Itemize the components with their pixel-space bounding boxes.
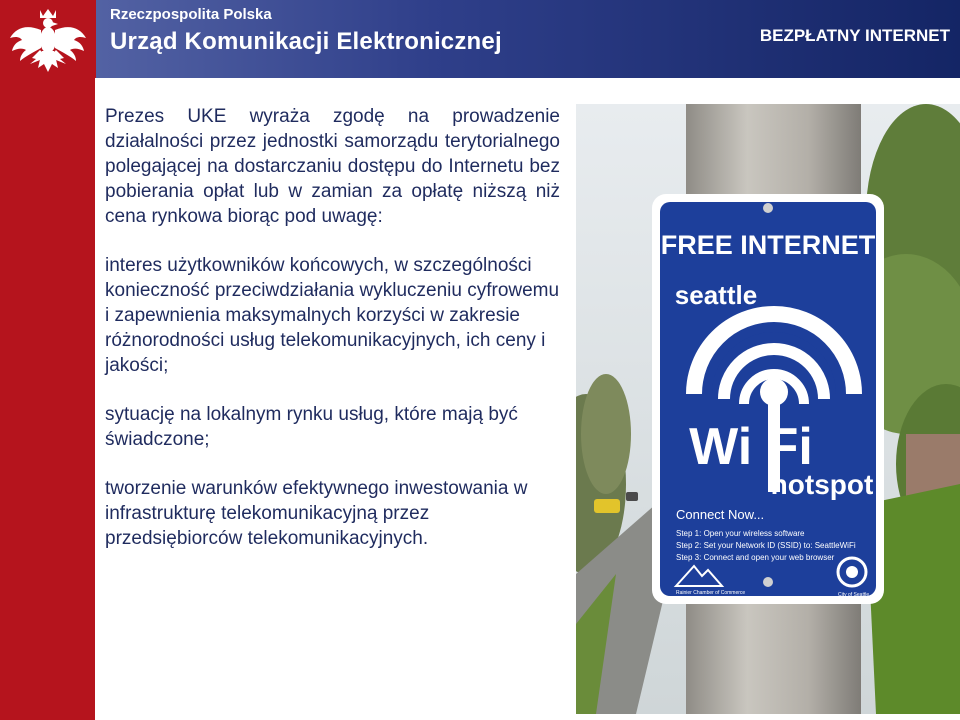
office-name: Urząd Komunikacji Elektronicznej [110, 28, 502, 55]
footer-right: City of Seattle [838, 592, 870, 598]
sign-hotspot: hotspot [770, 469, 874, 500]
country-name: Rzeczpospolita Polska [110, 6, 272, 23]
list-item: sytuację na lokalnym rynku usług, które mają być świadczone; [105, 404, 518, 450]
wifi-sign-photo [576, 104, 960, 714]
header-bar [0, 0, 960, 78]
intro-paragraph: Prezes UKE wyraża zgodę na prowadzenie działalności przez jednostki samorządu terytorialnego polegającej na dostarczaniu dostępu do Internetu bez pobierania opłat lub w zamian za opłatę niższą niż cena rynkowa biorąc pod uwagę: [105, 106, 560, 227]
sign-city: seattle [674, 280, 758, 310]
left-red-stripe [0, 78, 95, 720]
slide-topic: BEZPŁATNY INTERNET [759, 26, 950, 45]
white-eagle-icon [6, 4, 90, 76]
step-2: Step 2: Set your Network ID (SSID) to: SeattleWiFi [676, 541, 856, 550]
step-1: Step 1: Open your wireless software [676, 529, 805, 538]
list-item: tworzenie warunków efektywnego inwestowania w infrastrukturę telekomunikacyjną przez przedsiębiorców telekomunikacyjnych. [105, 478, 528, 549]
slide-body [105, 104, 560, 551]
emblem-box [0, 0, 96, 78]
step-3: Step 3: Connect and open your web browser [676, 553, 835, 562]
footer-left: Rainier Chamber of Commerce [676, 590, 746, 596]
sign-title: FREE INTERNET [660, 230, 876, 260]
connect-heading: Connect Now... [676, 507, 765, 522]
photo-illustration [576, 104, 960, 714]
list-item: interes użytkowników końcowych, w szczególności konieczność przeciwdziałania wykluczeniu cyfrowemu i zapewnienia maksymalnych korzyści w zakresie różnorodności usług telekomunikacyjnych, ich ceny i jakości; [105, 255, 560, 376]
sign-wifi: Wi Fi [689, 418, 813, 476]
